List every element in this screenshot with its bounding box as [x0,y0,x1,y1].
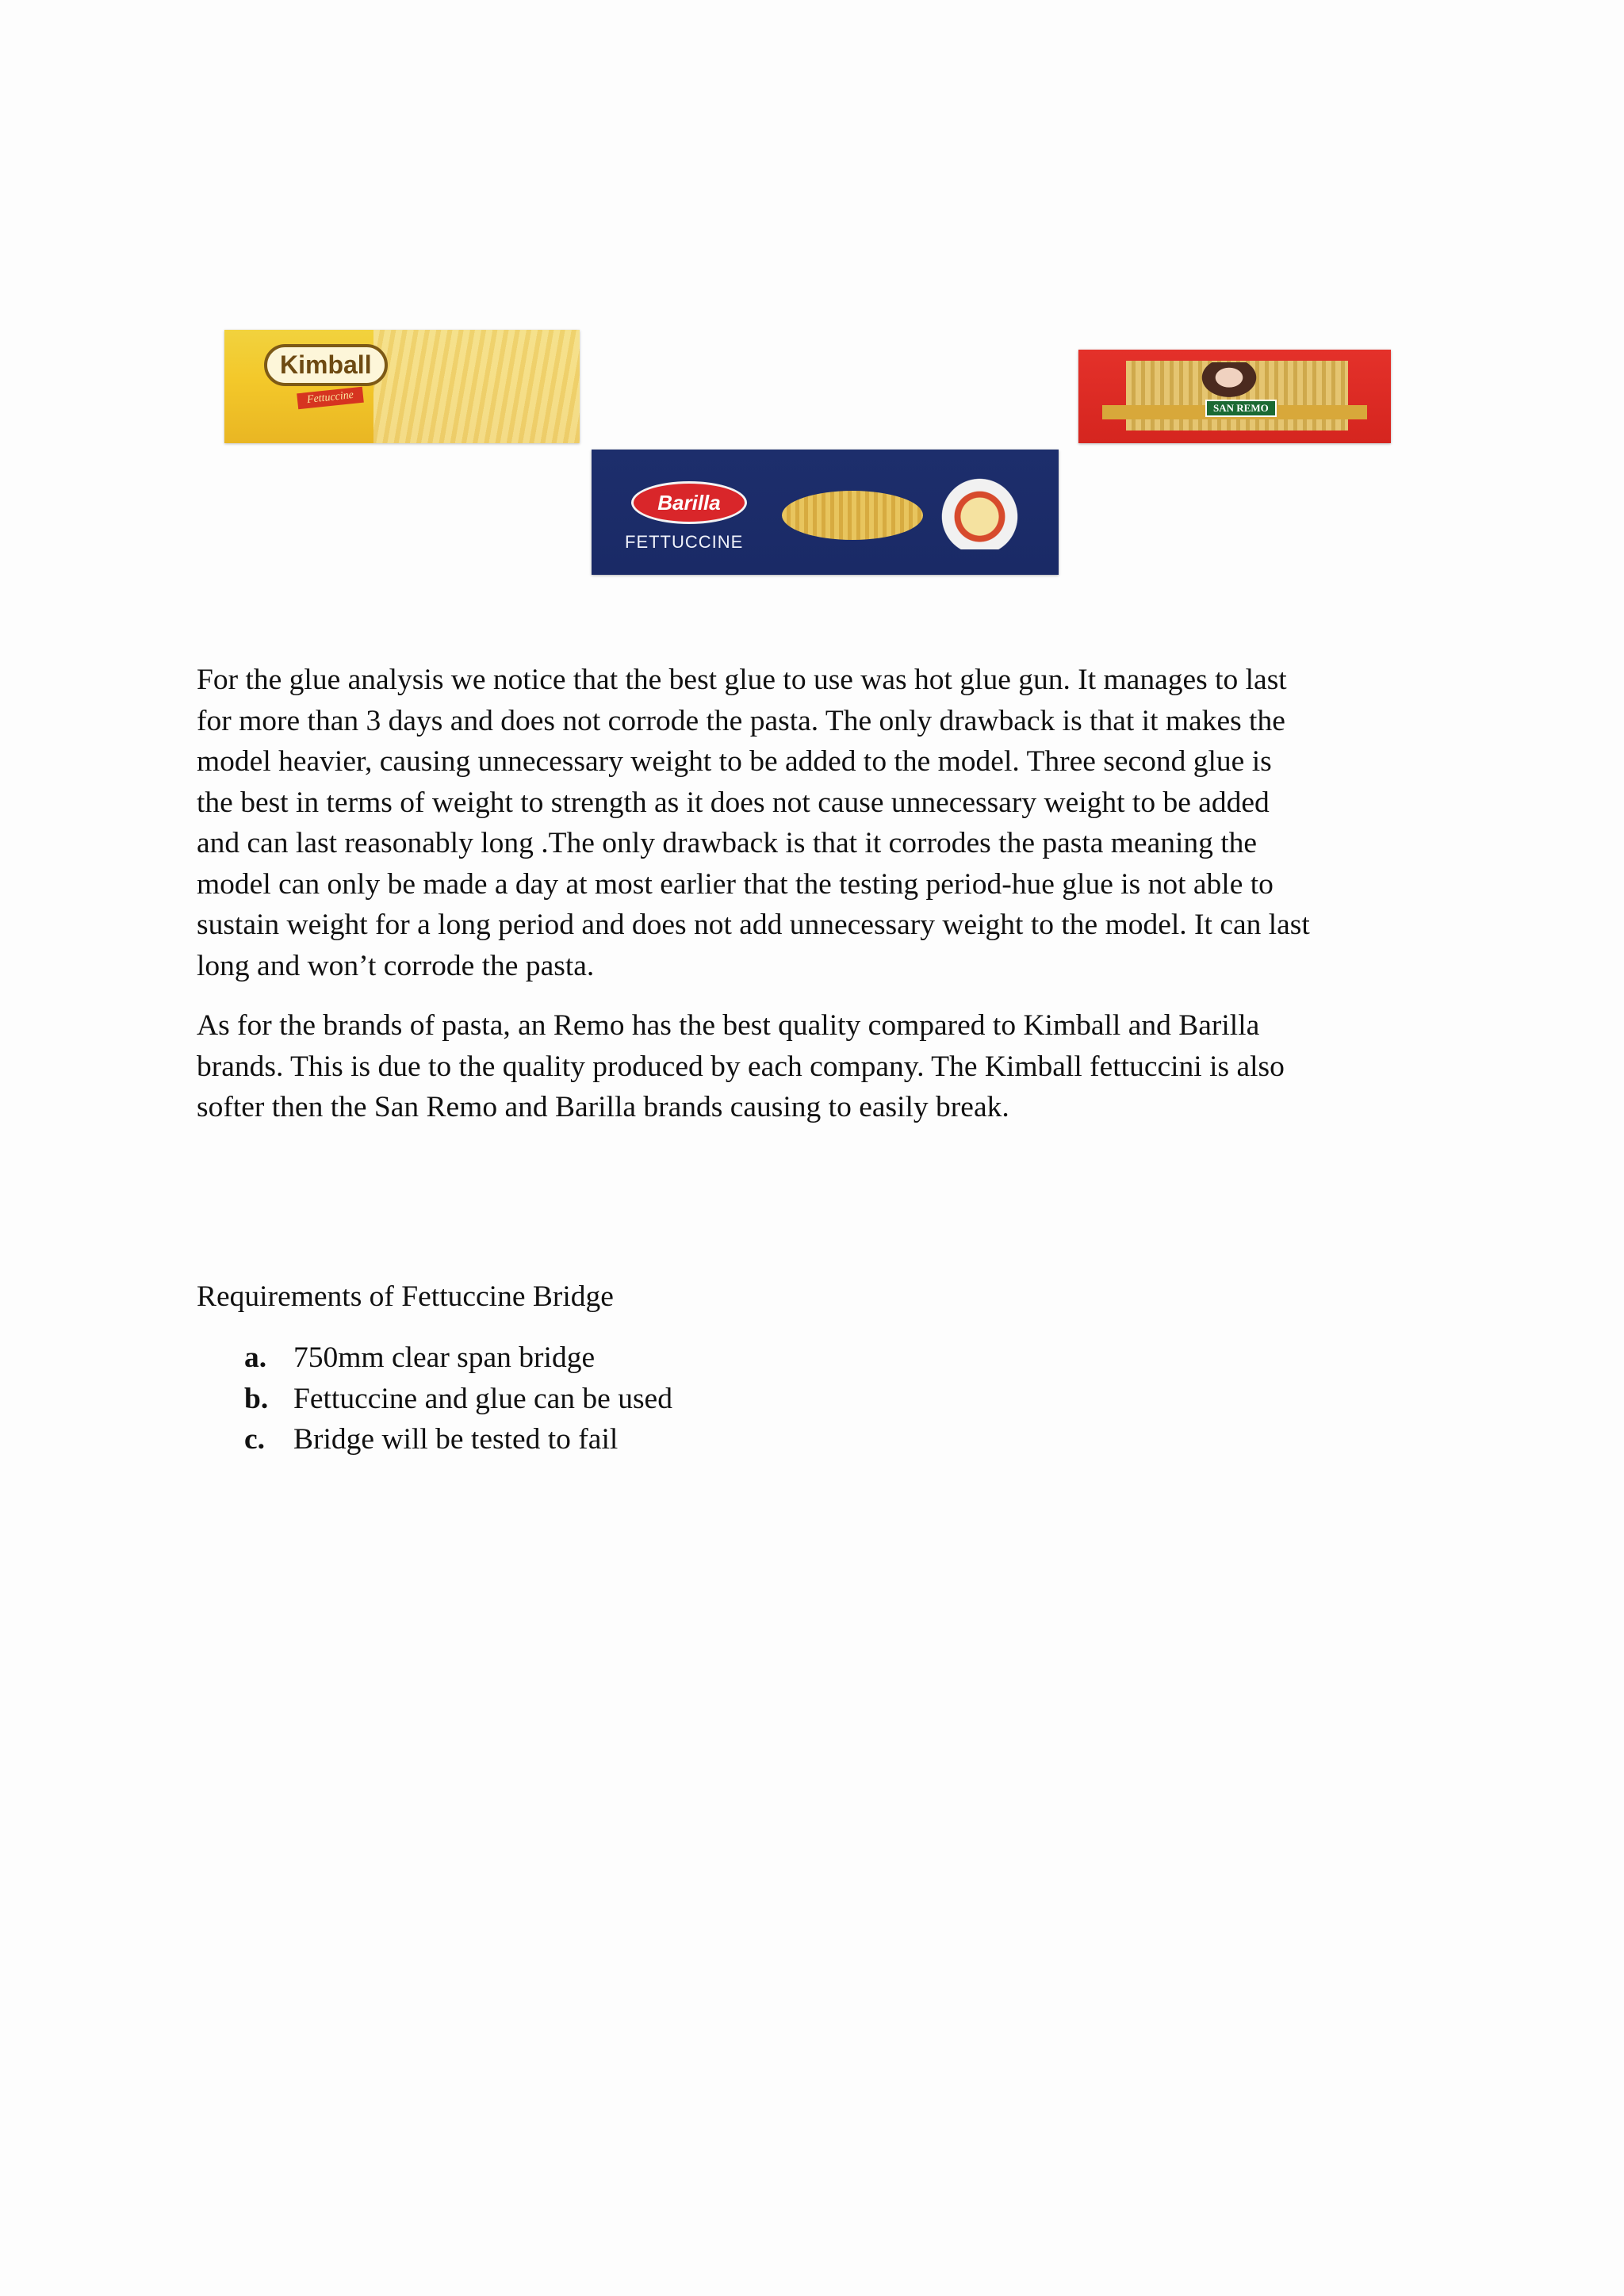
portrait-graphic [1197,362,1261,400]
kimball-fettuccine-image [224,330,580,443]
paragraph-line: brands. This is due to the quality produced by each company. The Kimball fettuccini is also [197,1050,1285,1083]
list-marker: c. [244,1423,266,1456]
fork-pasta-graphic [940,476,1028,549]
barilla-logo: Barilla [631,481,747,524]
requirements-list [244,1337,672,1460]
pasta-brands-paragraph [197,1005,1418,1128]
list-item-text: 750mm clear span bridge [293,1341,596,1374]
paragraph-line: sustain weight for a long period and does not add unnecessary weight to the model. It can last [197,909,1310,941]
paragraph-line: long and won’t corrode the pasta. [197,949,595,982]
list-item [244,1379,672,1420]
paragraph-line: As for the brands of pasta, an Remo has the best quality compared to Kimball and Barilla [197,1009,1260,1042]
barilla-fettuccine-image [592,450,1059,575]
paragraph-line: for more than 3 days and does not corrode the pasta. The only drawback is that it makes the [197,704,1285,737]
list-marker: b. [244,1382,269,1415]
paragraph-line: For the glue analysis we notice that the best glue to use was hot glue gun. It manages to last [197,664,1287,696]
san-remo-logo: SAN REMO [1205,400,1277,417]
wheat-graphic [373,330,580,443]
requirements-heading: Requirements of Fettuccine Bridge [197,1280,614,1313]
pasta-nest-graphic [782,491,923,540]
san-remo-fettuccine-image [1078,350,1391,443]
list-item [244,1337,672,1379]
list-marker: a. [244,1341,267,1374]
paragraph-line: model heavier, causing unnecessary weight to be added to the model. Three second glue is [197,745,1272,778]
barilla-product-name: FETTUCCINE [625,532,744,552]
paragraph-line: and can last reasonably long .The only drawback is that it corrodes the pasta meaning the [197,827,1258,859]
paragraph-line: the best in terms of weight to strength as it does not cause unnecessary weight to be added [197,786,1270,819]
paragraph-line: softer then the San Remo and Barilla brands causing to easily break. [197,1091,1009,1123]
kimball-product-label: Fettuccine [297,387,364,410]
list-item-text: Fettuccine and glue can be used [293,1382,672,1415]
paragraph-line: model can only be made a day at most earlier that the testing period-hue glue is not able to [197,867,1274,901]
glue-analysis-paragraph [197,660,1418,986]
list-item [244,1419,672,1460]
list-item-text: Bridge will be tested to fail [293,1423,619,1456]
kimball-logo: Kimball [264,344,388,386]
